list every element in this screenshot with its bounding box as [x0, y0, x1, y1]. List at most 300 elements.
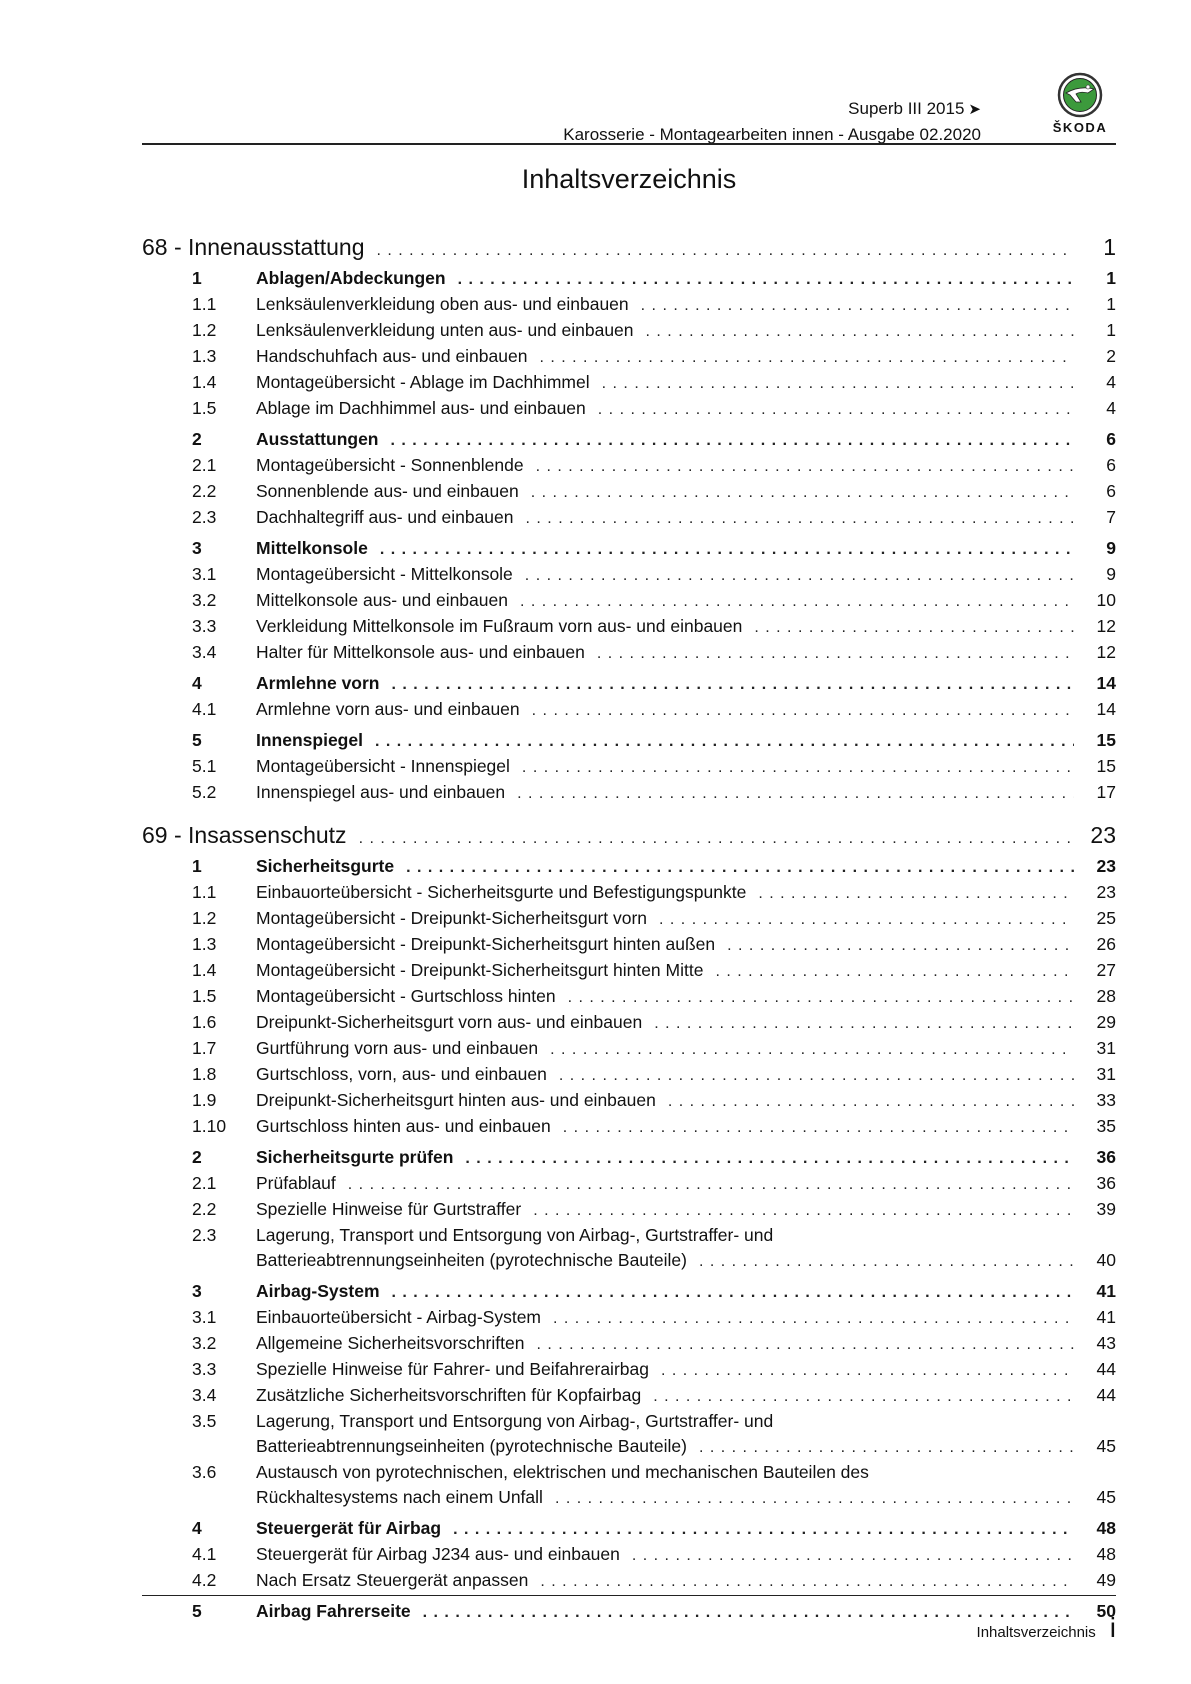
toc-entry[interactable]	[192, 370, 1116, 396]
toc-entry-body	[256, 1331, 1116, 1357]
toc-entry-number: 1.8	[192, 1064, 217, 1084]
toc-entry-page: 48	[1096, 1518, 1116, 1538]
toc-entry-page: 4	[1106, 398, 1116, 418]
dot-leader	[661, 1357, 1074, 1383]
toc-entry[interactable]	[192, 1171, 1116, 1197]
table-of-contents	[142, 228, 1116, 1625]
toc-entry-body	[256, 266, 1116, 292]
toc-entry[interactable]	[192, 906, 1116, 932]
toc-entry-body	[256, 427, 1116, 453]
toc-part[interactable]	[142, 816, 1116, 854]
toc-entry-number: 1.5	[192, 398, 217, 418]
dot-leader	[602, 370, 1074, 396]
toc-entry-page: 10	[1096, 590, 1116, 610]
toc-entry-title: Prüfablauf	[256, 1173, 336, 1193]
toc-entry-page: 35	[1096, 1116, 1116, 1136]
toc-chapter[interactable]	[192, 1145, 1116, 1171]
dot-leader	[525, 562, 1074, 588]
dot-leader	[531, 479, 1074, 505]
dot-leader	[375, 728, 1074, 754]
dot-leader	[598, 396, 1074, 422]
dot-leader	[348, 1171, 1074, 1197]
toc-entry-title-cont: Rückhaltesystems nach einem Unfall	[256, 1487, 543, 1507]
header-subtitle: Karosserie - Montagearbeiten innen - Ausgabe 02.2020	[563, 125, 981, 144]
toc-entry-body	[256, 614, 1116, 640]
toc-entry-line2	[256, 1434, 1116, 1460]
toc-entry-number: 2.1	[192, 1173, 217, 1193]
toc-entry-body	[256, 932, 1116, 958]
toc-entry-body	[256, 1279, 1116, 1305]
toc-entry-number: 5	[192, 1601, 202, 1621]
toc-entry-title: Innenspiegel	[256, 730, 363, 750]
toc-entry-page: 31	[1096, 1064, 1116, 1084]
toc-entry-body	[256, 1114, 1116, 1140]
toc-entry[interactable]	[192, 505, 1116, 531]
toc-entry-page: 4	[1106, 372, 1116, 392]
toc-entry-body	[256, 754, 1116, 780]
toc-entry-body	[256, 1223, 1116, 1274]
header-divider	[142, 143, 1116, 145]
toc-entry-page: 1	[1106, 268, 1116, 288]
toc-entry[interactable]	[192, 318, 1116, 344]
toc-entry-title: Lagerung, Transport und Entsorgung von Airbag-, Gurtstraffer- und	[256, 1225, 774, 1245]
toc-entry-number: 3.4	[192, 1385, 217, 1405]
dot-leader	[550, 1036, 1074, 1062]
dot-leader	[646, 318, 1074, 344]
toc-entry-title: Spezielle Hinweise für Fahrer- und Beifahrerairbag	[256, 1359, 649, 1379]
toc-entry-number: 2.1	[192, 455, 217, 475]
dot-leader	[699, 1434, 1074, 1460]
toc-entry[interactable]	[192, 614, 1116, 640]
dot-leader	[540, 1568, 1074, 1594]
toc-entry[interactable]	[192, 697, 1116, 723]
dot-leader	[553, 1305, 1074, 1331]
dot-leader	[392, 671, 1075, 697]
dot-leader	[533, 1197, 1074, 1223]
toc-entry-body	[256, 1088, 1116, 1114]
toc-entry-title: Gurtschloss, vorn, aus- und einbauen	[256, 1064, 547, 1084]
toc-entry-number: 5.2	[192, 782, 217, 802]
toc-entry-number: 1	[192, 268, 202, 288]
toc-chapter[interactable]	[192, 427, 1116, 453]
dot-leader	[517, 780, 1074, 806]
toc-entry-title: Airbag-System	[256, 1281, 380, 1301]
dot-leader	[536, 1331, 1074, 1357]
toc-entry-number: 1.2	[192, 908, 217, 928]
toc-entry-page: 45	[1096, 1436, 1116, 1456]
toc-entry-number: 4	[192, 1518, 202, 1538]
toc-entry-number: 1.9	[192, 1090, 217, 1110]
toc-entry[interactable]	[192, 958, 1116, 984]
toc-entry-title: Mittelkonsole aus- und einbauen	[256, 590, 508, 610]
toc-entry-title: Montageübersicht - Dreipunkt-Sicherheitsgurt hinten außen	[256, 934, 716, 954]
toc-entry-title: Dreipunkt-Sicherheitsgurt hinten aus- und einbauen	[256, 1090, 656, 1110]
toc-entry-title: Gurtschloss hinten aus- und einbauen	[256, 1116, 551, 1136]
toc-entry-number: 2.2	[192, 481, 217, 501]
toc-entry-title: Steuergerät für Airbag	[256, 1518, 442, 1538]
toc-entry-body	[256, 1062, 1116, 1088]
toc-entry-page: 48	[1096, 1544, 1116, 1564]
dot-leader	[380, 536, 1074, 562]
toc-entry[interactable]	[192, 880, 1116, 906]
toc-entry-body	[256, 1383, 1116, 1409]
toc-entry-page: 29	[1096, 1012, 1116, 1032]
dot-leader	[520, 588, 1074, 614]
toc-entry-title: Armlehne vorn aus- und einbauen	[256, 699, 520, 719]
toc-entry[interactable]	[192, 292, 1116, 318]
footer-divider	[142, 1595, 1116, 1596]
toc-entry-number: 4.2	[192, 1570, 217, 1590]
toc-entry-page: 6	[1106, 429, 1116, 449]
toc-entry[interactable]	[192, 453, 1116, 479]
toc-entry-page: 41	[1096, 1307, 1116, 1327]
toc-entry-page: 7	[1106, 507, 1116, 527]
toc-entry-number: 3.6	[192, 1462, 217, 1482]
toc-entry[interactable]	[192, 1114, 1116, 1140]
dot-leader	[526, 505, 1074, 531]
toc-entry[interactable]	[192, 984, 1116, 1010]
toc-entry-page: 27	[1096, 960, 1116, 980]
toc-entry-number: 3.3	[192, 1359, 217, 1379]
toc-entry-title: Sicherheitsgurte	[256, 856, 395, 876]
toc-entry-title: Montageübersicht - Dreipunkt-Sicherheitsgurt hinten Mitte	[256, 960, 704, 980]
toc-entry-title: Montageübersicht - Ablage im Dachhimmel	[256, 372, 590, 392]
toc-entry-page: 6	[1106, 455, 1116, 475]
toc-entry-body	[256, 854, 1116, 880]
toc-entry-body	[256, 880, 1116, 906]
dot-leader	[715, 958, 1074, 984]
toc-entry-page: 36	[1096, 1147, 1116, 1167]
toc-entry-page: 1	[1106, 294, 1116, 314]
header-model: Superb III 2015	[848, 99, 965, 118]
toc-entry-page: 12	[1096, 616, 1116, 636]
toc-part-title: 68 - Innenausstattung	[142, 234, 365, 260]
toc-entry-title: Montageübersicht - Gurtschloss hinten	[256, 986, 556, 1006]
toc-entry-page: 12	[1096, 642, 1116, 662]
toc-entry-line2	[256, 1248, 1116, 1274]
toc-entry-page: 15	[1096, 756, 1116, 776]
toc-entry-page: 31	[1096, 1038, 1116, 1058]
toc-entry-number: 1.10	[192, 1116, 227, 1136]
toc-entry-body	[256, 292, 1116, 318]
toc-entry-body	[256, 780, 1116, 806]
toc-entry-page: 45	[1096, 1487, 1116, 1507]
toc-entry[interactable]	[192, 1305, 1116, 1331]
toc-entry-page: 14	[1096, 699, 1116, 719]
toc-entry-title: Montageübersicht - Mittelkonsole	[256, 564, 513, 584]
toc-entry-number: 5.1	[192, 756, 217, 776]
toc-entry-number: 1.6	[192, 1012, 217, 1032]
toc-entry[interactable]	[192, 1010, 1116, 1036]
toc-entry-title: Montageübersicht - Dreipunkt-Sicherheitsgurt vorn	[256, 908, 648, 928]
toc-entry-body	[256, 1409, 1116, 1460]
toc-entry-body	[256, 318, 1116, 344]
toc-entry-page: 28	[1096, 986, 1116, 1006]
dot-leader	[632, 1542, 1074, 1568]
toc-entries	[192, 854, 1116, 1625]
toc-entry-title-cont: Batterieabtrennungseinheiten (pyrotechnische Bauteile)	[256, 1436, 687, 1456]
toc-entry[interactable]	[192, 479, 1116, 505]
toc-entry-page: 26	[1096, 934, 1116, 954]
toc-entry-line2	[256, 1485, 1116, 1511]
toc-entry-number: 3	[192, 538, 202, 558]
toc-chapter[interactable]	[192, 266, 1116, 292]
toc-entry-number: 1.4	[192, 372, 217, 392]
toc-entry-title: Airbag Fahrerseite	[256, 1601, 411, 1621]
toc-entry-number: 3.3	[192, 616, 217, 636]
toc-entry-title: Lenksäulenverkleidung unten aus- und einbauen	[256, 320, 634, 340]
toc-chapter[interactable]	[192, 1279, 1116, 1305]
toc-entry-number: 1.2	[192, 320, 217, 340]
toc-entry-body	[256, 1460, 1116, 1511]
toc-entry[interactable]	[192, 932, 1116, 958]
toc-entry[interactable]	[192, 562, 1116, 588]
toc-entry-title: Innenspiegel aus- und einbauen	[256, 782, 506, 802]
toc-entry-number: 2	[192, 429, 202, 449]
toc-entry-page: 23	[1096, 882, 1116, 902]
toc-part-title: 69 - Insassenschutz	[142, 822, 347, 848]
toc-entry[interactable]	[192, 1197, 1116, 1223]
dot-leader	[465, 1145, 1074, 1171]
toc-entry-title: Nach Ersatz Steuergerät anpassen	[256, 1570, 529, 1590]
dot-leader	[377, 228, 1075, 270]
toc-chapter[interactable]	[192, 1516, 1116, 1542]
dot-leader	[453, 1516, 1074, 1542]
toc-entry-number: 1.4	[192, 960, 217, 980]
toc-entry-title: Gurtführung vorn aus- und einbauen	[256, 1038, 539, 1058]
toc-entry-title: Montageübersicht - Sonnenblende	[256, 455, 524, 475]
dot-leader	[699, 1248, 1074, 1274]
toc-entry[interactable]	[192, 1383, 1116, 1409]
toc-entry-body	[256, 1145, 1116, 1171]
toc-entry-body	[256, 1036, 1116, 1062]
toc-entry-body	[256, 453, 1116, 479]
toc-entry-title: Verkleidung Mittelkonsole im Fußraum vorn aus- und einbauen	[256, 616, 743, 636]
toc-entry-body	[256, 697, 1116, 723]
toc-entry-title: Austausch von pyrotechnischen, elektrischen und mechanischen Bauteilen des	[256, 1462, 869, 1482]
toc-entry[interactable]	[192, 1357, 1116, 1383]
dot-leader	[568, 984, 1074, 1010]
toc-entry-title-cont: Batterieabtrennungseinheiten (pyrotechnische Bauteile)	[256, 1250, 687, 1270]
toc-entry-page: 49	[1096, 1570, 1116, 1590]
toc-entry[interactable]	[192, 1036, 1116, 1062]
toc-entry-body	[256, 396, 1116, 422]
toc-entry-page: 39	[1096, 1199, 1116, 1219]
dot-leader	[555, 1485, 1074, 1511]
document-header	[563, 96, 981, 147]
toc-entry-body	[256, 370, 1116, 396]
toc-entry-page: 17	[1096, 782, 1116, 802]
toc-entry-number: 1	[192, 856, 202, 876]
toc-entry-title: Spezielle Hinweise für Gurtstraffer	[256, 1199, 522, 1219]
dot-leader	[653, 1383, 1074, 1409]
toc-entry-title: Armlehne vorn	[256, 673, 380, 693]
toc-entry[interactable]	[192, 1088, 1116, 1114]
toc-entry-title: Einbauorteübersicht - Sicherheitsgurte und Befestigungspunkte	[256, 882, 747, 902]
skoda-emblem-icon	[1057, 72, 1103, 118]
toc-chapter[interactable]	[192, 671, 1116, 697]
toc-entry-title: Lagerung, Transport und Entsorgung von Airbag-, Gurtstraffer- und	[256, 1411, 774, 1431]
toc-entry-number: 3	[192, 1281, 202, 1301]
dot-leader	[563, 1114, 1074, 1140]
toc-entry-page: 40	[1096, 1250, 1116, 1270]
toc-entry[interactable]	[192, 344, 1116, 370]
toc-entry-page: 44	[1096, 1359, 1116, 1379]
toc-entry-body	[256, 344, 1116, 370]
dot-leader	[727, 932, 1074, 958]
toc-entry-number: 3.4	[192, 642, 217, 662]
toc-entry-page: 25	[1096, 908, 1116, 928]
dot-leader	[668, 1088, 1074, 1114]
dot-leader	[406, 854, 1074, 880]
dot-leader	[392, 1279, 1074, 1305]
toc-part[interactable]	[142, 228, 1116, 266]
toc-entry-title: Zusätzliche Sicherheitsvorschriften für Kopfairbag	[256, 1385, 642, 1405]
toc-entry[interactable]	[192, 1223, 1116, 1274]
dot-leader	[654, 1010, 1074, 1036]
toc-entry-number: 1.7	[192, 1038, 217, 1058]
toc-entry[interactable]	[192, 1062, 1116, 1088]
dot-leader	[597, 640, 1074, 666]
dot-leader	[559, 1062, 1074, 1088]
toc-entry-page: 36	[1096, 1173, 1116, 1193]
toc-entry-number: 3.2	[192, 590, 217, 610]
toc-entry-title: Halter für Mittelkonsole aus- und einbauen	[256, 642, 585, 662]
toc-entry-body	[256, 479, 1116, 505]
toc-entry-body	[256, 1357, 1116, 1383]
toc-entry-page: 43	[1096, 1333, 1116, 1353]
toc-entries	[192, 266, 1116, 806]
toc-entry-body	[256, 588, 1116, 614]
toc-entry-number: 1.1	[192, 882, 217, 902]
toc-entry-title: Lenksäulenverkleidung oben aus- und einbauen	[256, 294, 629, 314]
toc-chapter[interactable]	[192, 536, 1116, 562]
toc-part-page: 23	[1090, 822, 1116, 848]
skoda-logo	[1045, 72, 1115, 144]
toc-entry-page: 44	[1096, 1385, 1116, 1405]
toc-entry[interactable]	[192, 1542, 1116, 1568]
toc-entry-number: 4.1	[192, 1544, 217, 1564]
toc-entry-title: Sicherheitsgurte prüfen	[256, 1147, 454, 1167]
dot-leader	[458, 266, 1074, 292]
toc-entry-title: Handschuhfach aus- und einbauen	[256, 346, 528, 366]
toc-entry-title: Ausstattungen	[256, 429, 379, 449]
toc-entry[interactable]	[192, 588, 1116, 614]
toc-entry-page: 9	[1106, 538, 1116, 558]
toc-entry-number: 4	[192, 673, 202, 693]
toc-entry-number: 2	[192, 1147, 202, 1167]
toc-entry-number: 1.3	[192, 934, 217, 954]
toc-entry-page: 9	[1106, 564, 1116, 584]
toc-entry-body	[256, 728, 1116, 754]
toc-entry-page: 2	[1106, 346, 1116, 366]
header-model-line	[563, 96, 981, 122]
toc-entry-page: 15	[1096, 730, 1116, 750]
toc-entry-number: 1.5	[192, 986, 217, 1006]
toc-entry-body	[256, 1010, 1116, 1036]
toc-entry[interactable]	[192, 754, 1116, 780]
toc-entry-body	[256, 1542, 1116, 1568]
brand-name: ŠKODA	[1052, 120, 1108, 135]
toc-entry-body	[256, 1305, 1116, 1331]
toc-entry-body	[256, 1171, 1116, 1197]
toc-entry-title: Dachhaltegriff aus- und einbauen	[256, 507, 514, 527]
dot-leader	[659, 906, 1074, 932]
dot-leader	[641, 292, 1074, 318]
toc-entry-body	[256, 984, 1116, 1010]
toc-entry-number: 1.3	[192, 346, 217, 366]
toc-entry-number: 3.1	[192, 564, 217, 584]
arrow-right-icon: ➤	[968, 101, 981, 118]
toc-entry-number: 2.3	[192, 507, 217, 527]
toc-entry-page: 1	[1106, 320, 1116, 340]
toc-entry[interactable]	[192, 1568, 1116, 1594]
toc-entry-title: Ablagen/Abdeckungen	[256, 268, 446, 288]
toc-chapter[interactable]	[192, 728, 1116, 754]
dot-leader	[754, 614, 1074, 640]
toc-entry-body	[256, 505, 1116, 531]
dot-leader	[758, 880, 1074, 906]
toc-entry[interactable]	[192, 1409, 1116, 1460]
toc-entry[interactable]	[192, 780, 1116, 806]
toc-entry-number: 5	[192, 730, 202, 750]
toc-entry-page: 33	[1096, 1090, 1116, 1110]
toc-entry-number: 2.2	[192, 1199, 217, 1219]
toc-entry[interactable]	[192, 396, 1116, 422]
toc-entry-title: Ablage im Dachhimmel aus- und einbauen	[256, 398, 586, 418]
toc-chapter[interactable]	[192, 854, 1116, 880]
footer-label: Inhaltsverzeichnis	[976, 1624, 1096, 1641]
toc-entry-number: 1.1	[192, 294, 217, 314]
page-footer	[977, 1612, 1116, 1644]
dot-leader	[532, 697, 1074, 723]
dot-leader	[539, 344, 1074, 370]
toc-entry-body	[256, 536, 1116, 562]
toc-entry-body	[256, 1568, 1116, 1594]
toc-entry-title: Montageübersicht - Innenspiegel	[256, 756, 510, 776]
footer-page-number: i	[1109, 1612, 1116, 1643]
toc-entry[interactable]	[192, 640, 1116, 666]
page-title: Inhaltsverzeichnis	[521, 164, 737, 194]
toc-entry-number: 3.1	[192, 1307, 217, 1327]
toc-entry-title: Einbauorteübersicht - Airbag-System	[256, 1307, 541, 1327]
toc-entry-body	[256, 640, 1116, 666]
toc-entry[interactable]	[192, 1331, 1116, 1357]
toc-part-page: 1	[1103, 234, 1116, 260]
dot-leader	[522, 754, 1074, 780]
toc-entry-title: Dreipunkt-Sicherheitsgurt vorn aus- und einbauen	[256, 1012, 643, 1032]
toc-entry[interactable]	[192, 1460, 1116, 1511]
toc-entry-page: 41	[1096, 1281, 1116, 1301]
toc-entry-body	[256, 671, 1116, 697]
dot-leader	[536, 453, 1074, 479]
toc-entry-body	[256, 1516, 1116, 1542]
toc-entry-number: 2.3	[192, 1225, 217, 1245]
toc-entry-number: 4.1	[192, 699, 217, 719]
toc-entry-page: 50	[1096, 1601, 1116, 1621]
dot-leader	[391, 427, 1075, 453]
toc-entry-page: 6	[1106, 481, 1116, 501]
toc-entry-number: 3.5	[192, 1411, 217, 1431]
toc-entry-body	[256, 1197, 1116, 1223]
toc-entry-body	[256, 958, 1116, 984]
toc-entry-title: Mittelkonsole	[256, 538, 368, 558]
toc-entry-title: Sonnenblende aus- und einbauen	[256, 481, 519, 501]
toc-entry-title: Steuergerät für Airbag J234 aus- und einbauen	[256, 1544, 620, 1564]
toc-entry-body	[256, 562, 1116, 588]
toc-entry-number: 3.2	[192, 1333, 217, 1353]
toc-entry-page: 23	[1096, 856, 1116, 876]
